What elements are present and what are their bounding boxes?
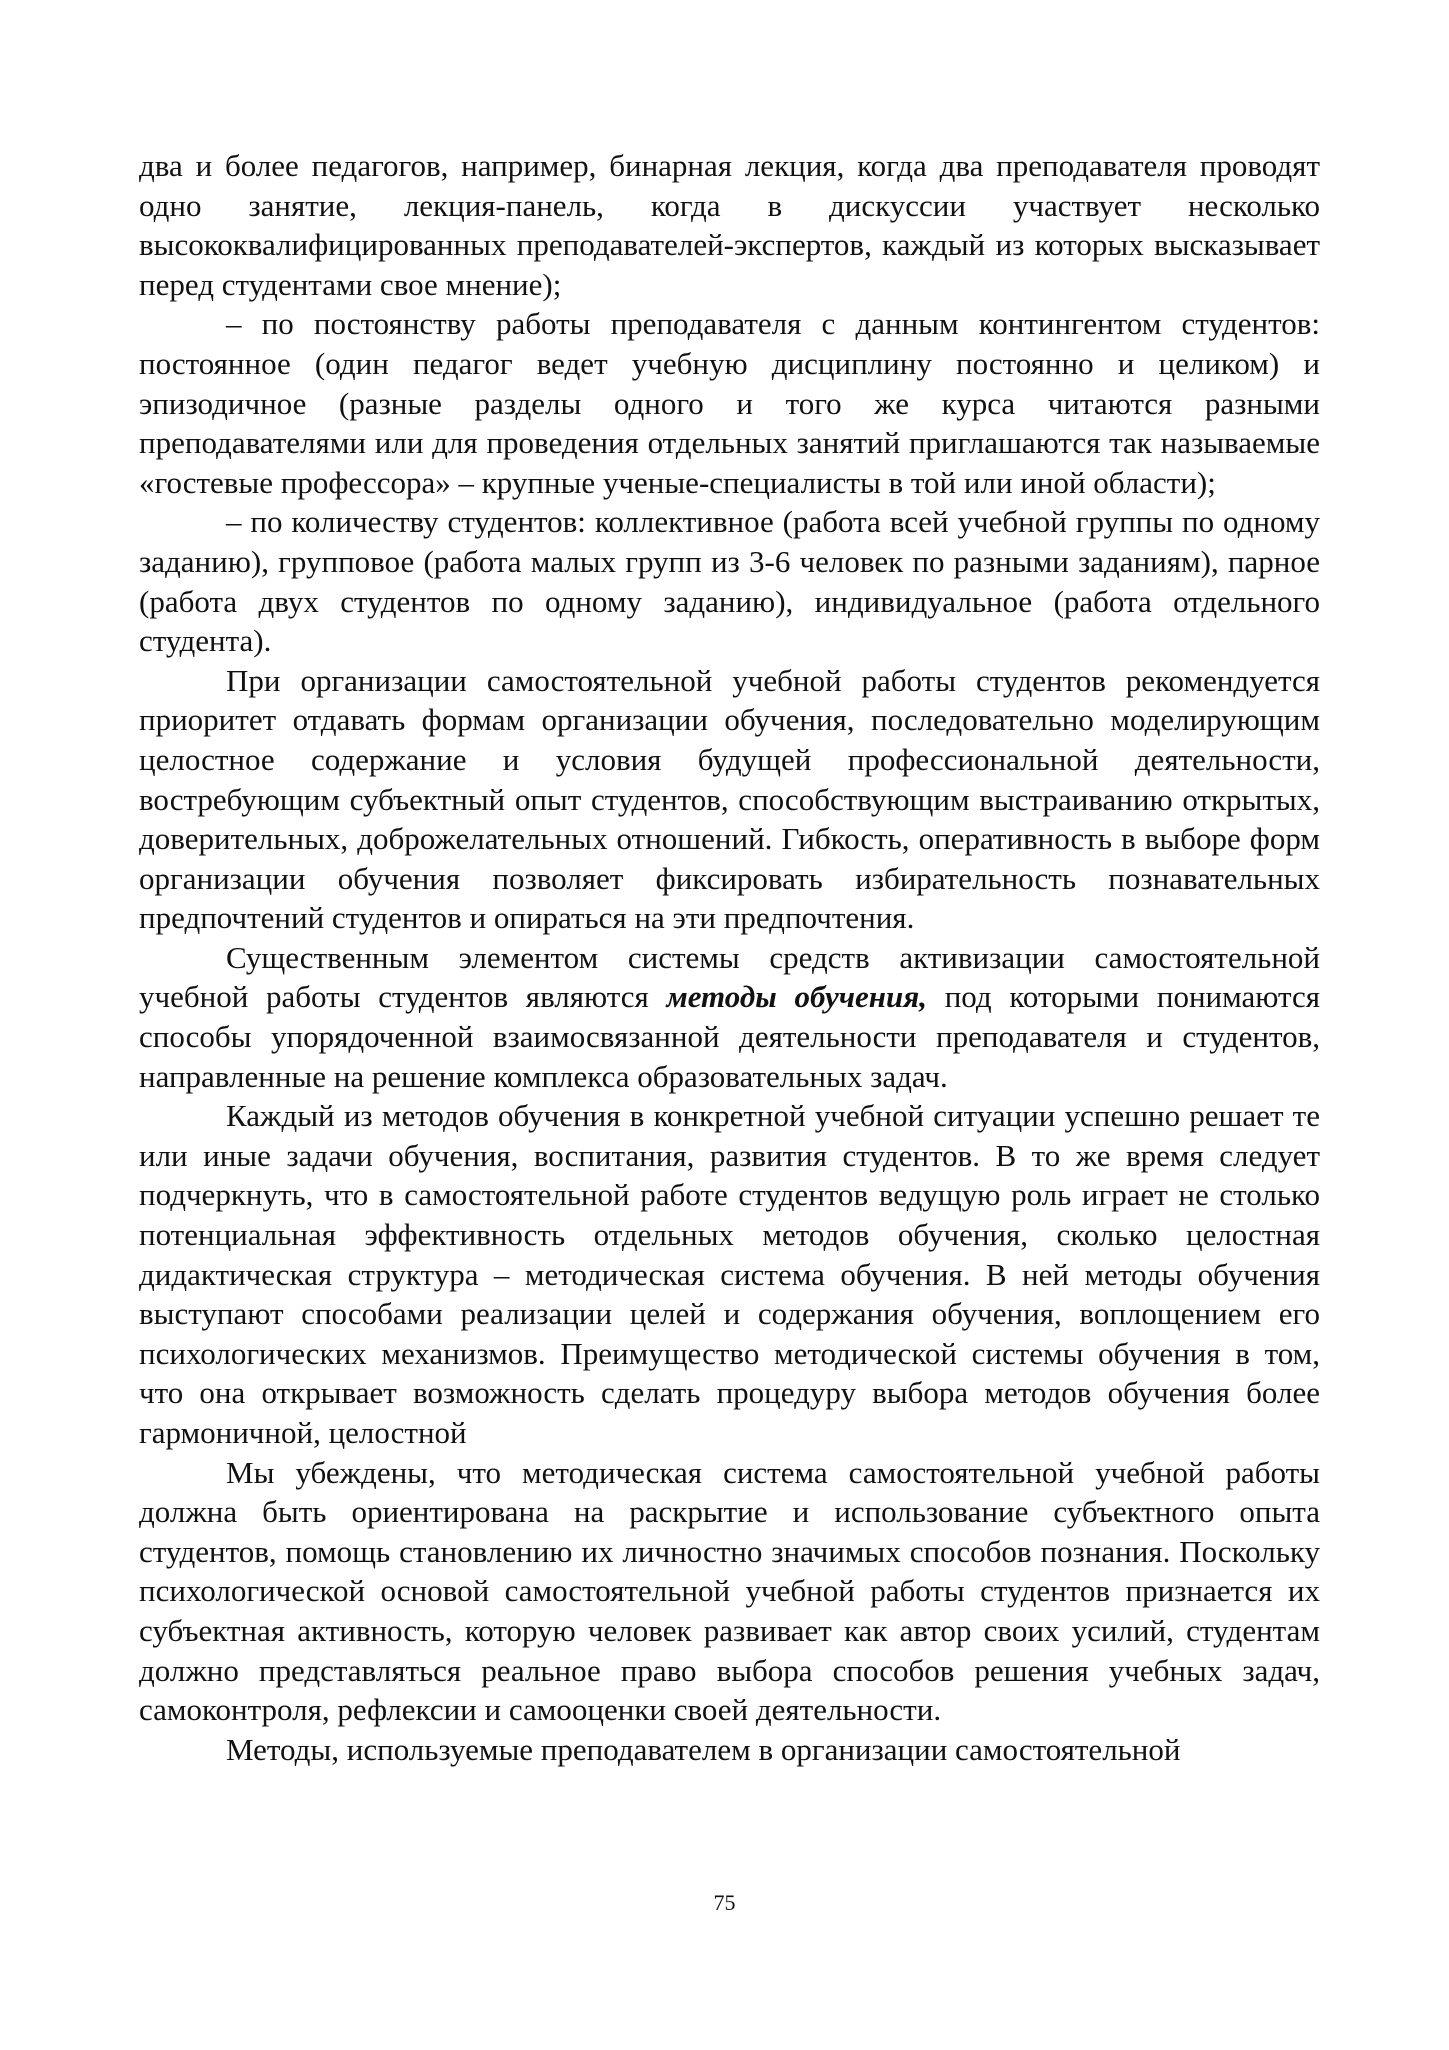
page-body [139, 146, 1320, 1769]
paragraph-4: При организации самостоятельной учебной работы студентов рекомендуется приоритет отдавать формам организации обучения, последовательно моделирующим целостное содержание и условия будущей профессиональной деятельности, востребующим субъектный опыт студентов, способствующим выстраиванию открытых, доверительных, доброжелательных отношений. Гибкость, оперативность в выборе форм организации обучения позволяет фиксировать избирательность познавательных предпочтений студентов и опираться на эти предпочтения. [139, 662, 1320, 936]
paragraph-8: Методы, используемые преподавателем в организации самостоятельной [226, 1731, 1181, 1767]
emphasis-term: методы обучения, [666, 979, 927, 1015]
paragraph-2: – по постоянству работы преподавателя с данным контингентом студентов: постоянное (один педагог ведет учебную дисциплину постоянно и целиком) и эпизодичное (разные разделы одного и того же курса читаются разными преподавателями или для проведения отдельных занятий приглашаются так называемые «гостевые профессора» – крупные ученые-специалисты в той или иной области); [139, 306, 1320, 500]
paragraph-5-text-before: Существенным элементом системы средств активизации самостоятельной учебной работы студентов являются [139, 939, 1320, 1015]
paragraph-6: Каждый из методов обучения в конкретной учебной ситуации успешно решает те или иные задачи обучения, воспитания, развития студентов. В то же время следует подчеркнуть, что в самостоятельной работе студентов ведущую роль играет не столько потенциальная эффективность отдельных методов обучения, сколько целостная дидактическая структура – методическая система обучения. В ней методы обучения выступают способами реализации целей и содержания обучения, воплощением его психологических механизмов. Преимущество методической системы обучения в том, что она открывает возможность сделать процедуру выбора методов обучения более гармоничной, целостной [139, 1098, 1320, 1450]
paragraph-1: два и более педагогов, например, бинарная лекция, когда два преподавателя проводят одно занятие, лекция-панель, когда в дискуссии участвует несколько высококвалифицированных преподавателей-экспертов, каждый из которых высказывает перед студентами свое мнение); [139, 148, 1320, 302]
paragraph-7: Мы убеждены, что методическая система самостоятельной учебной работы должна быть ориентирована на раскрытие и использование субъектного опыта студентов, помощь становлению их личностно значимых способов познания. Поскольку психологической основой самостоятельной учебной работы студентов признается их субъектная активность, которую человек развивает как автор своих усилий, студентам должно представляться реальное право выбора способов решения учебных задач, самоконтроля, рефлексии и самооценки своей деятельности. [139, 1454, 1320, 1728]
page-number: 75 [713, 1890, 736, 1915]
paragraph-3: – по количеству студентов: коллективное (работа всей учебной группы по одному заданию), групповое (работа малых групп из 3-6 человек по разными заданиям), парное (работа двух студентов по одному заданию), индивидуальное (работа отдельного студента). [139, 504, 1320, 659]
paragraph-5-text-after: под которыми понимаются способы упорядоченной взаимосвязанной деятельности преподавателя и студентов, направленные на решение комплекса образовательных задач. [139, 979, 1320, 1094]
paragraph-5 [139, 938, 1320, 1096]
